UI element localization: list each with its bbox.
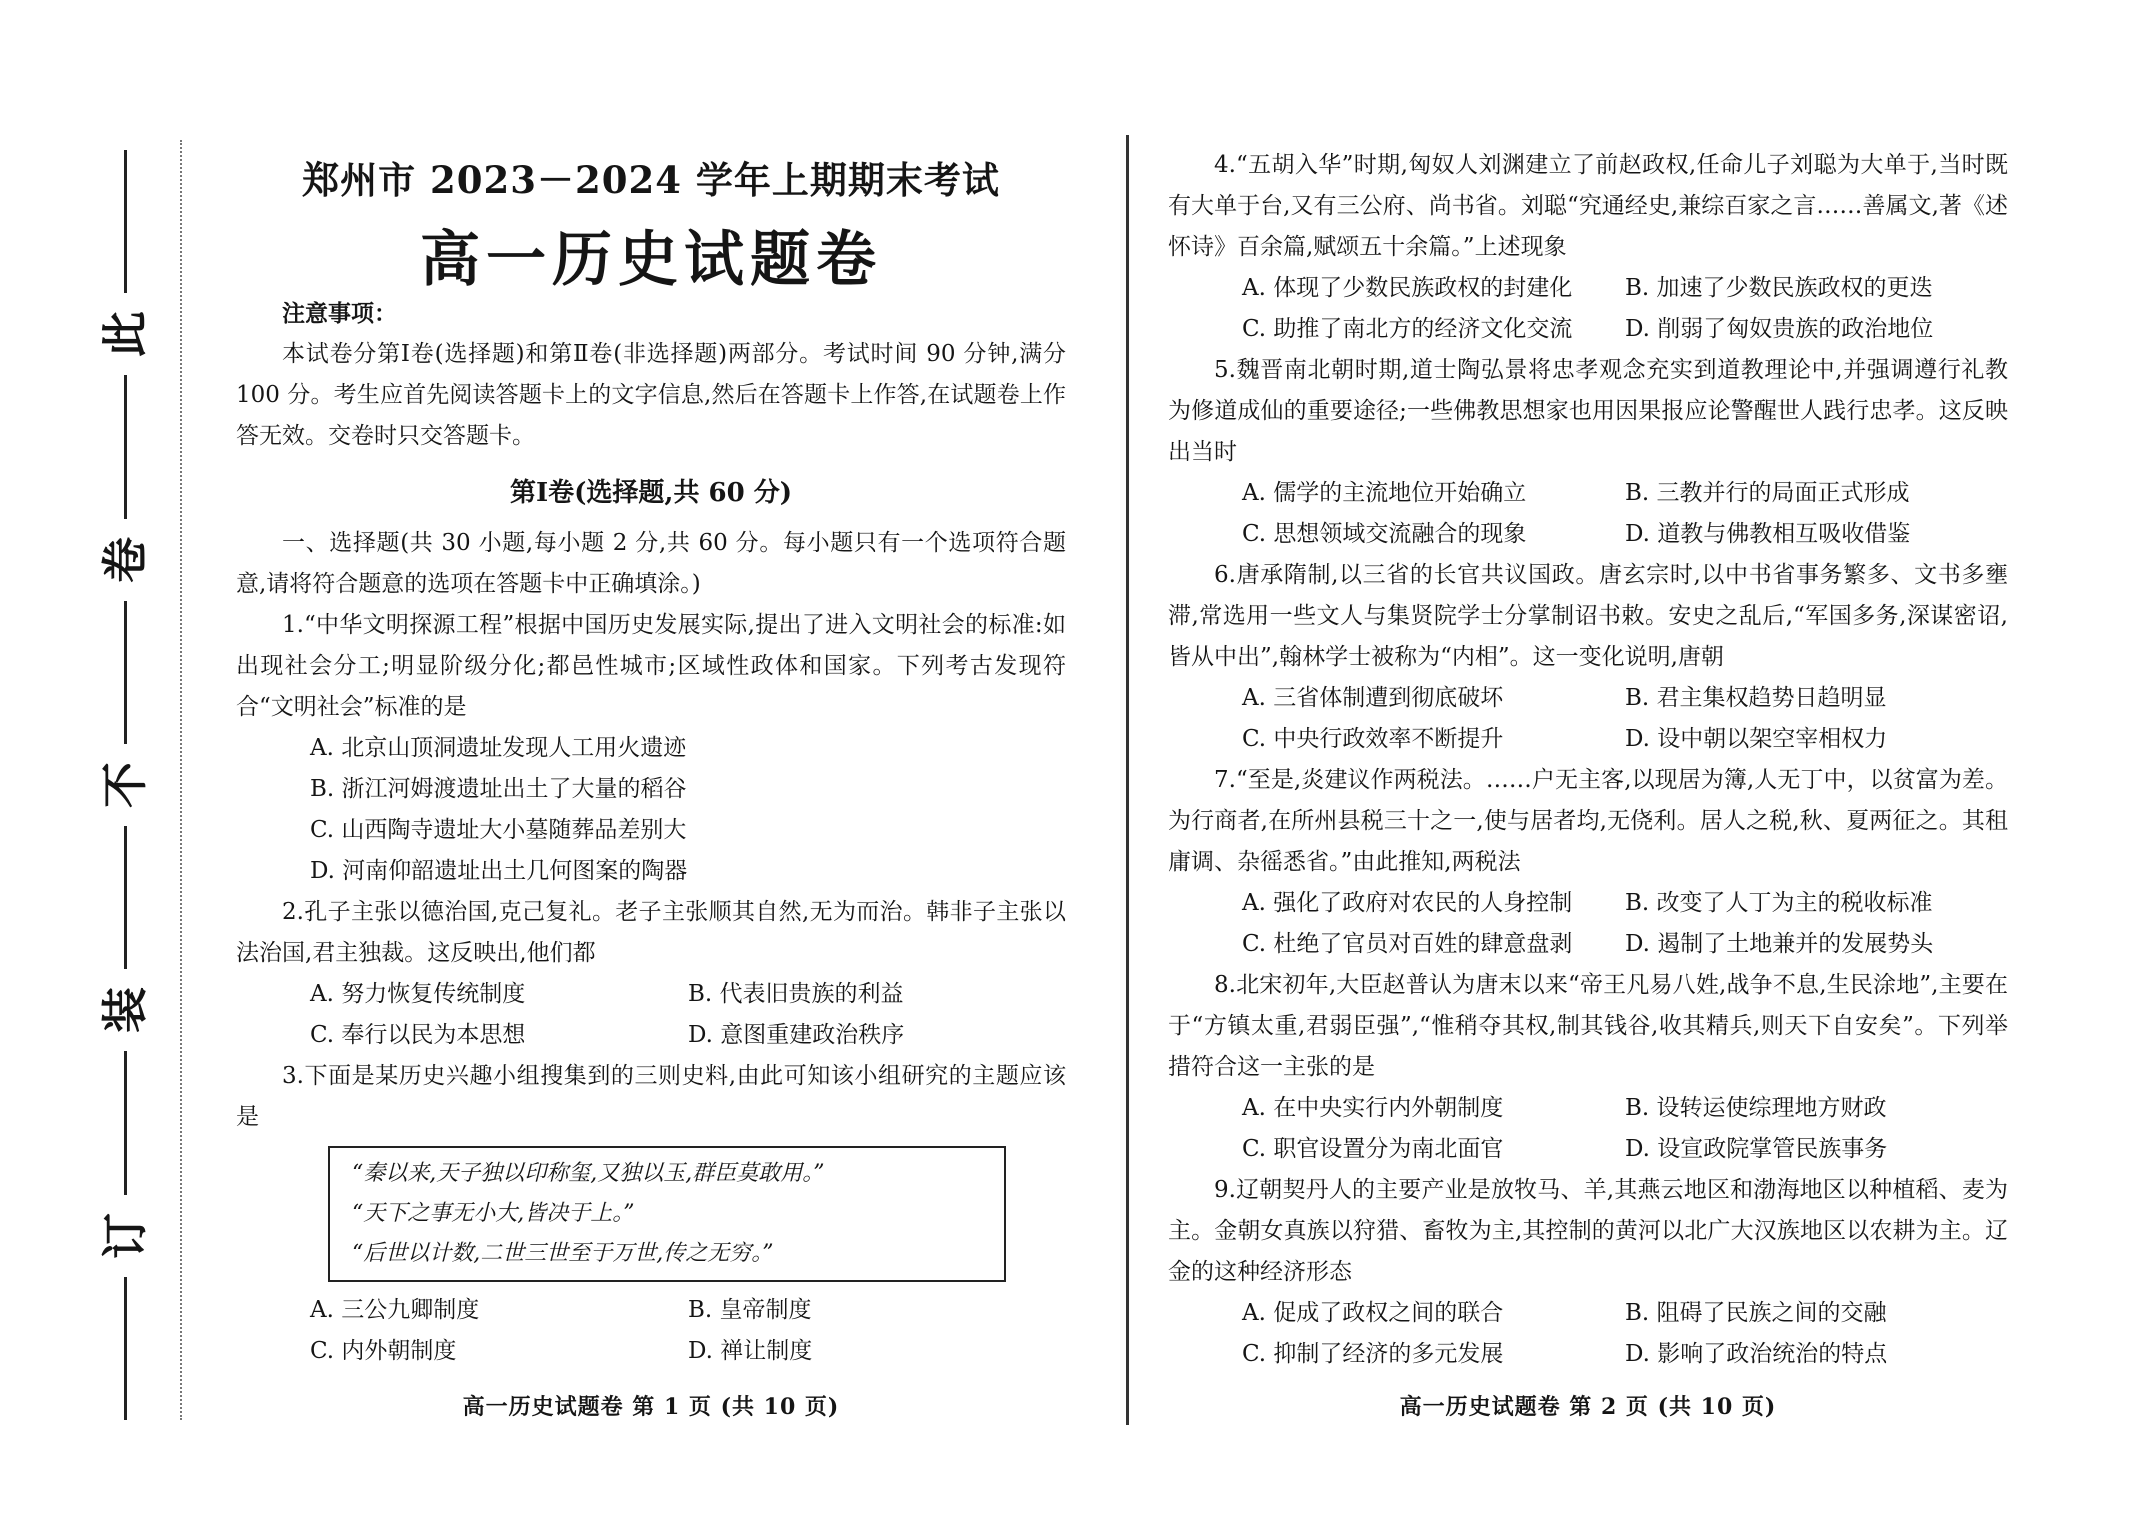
option-list [1168, 473, 2008, 555]
paper-title: 高一历史试题卷 [420, 225, 882, 295]
option-list [1168, 1293, 2008, 1375]
binding-char: 订 [98, 1212, 152, 1259]
option-b: B. 改变了人丁为主的税收标准 [1625, 890, 1933, 916]
binding-char: 此 [98, 311, 152, 358]
option-b: B. 浙江河姆渡遗址出土了大量的稻谷 [310, 776, 687, 802]
question-stem: 2.孔子主张以德治国,克己复礼。老子主张顺其自然,无为而治。韩非子主张以法治国,君主独裁。这反映出,他们都 [236, 899, 1066, 966]
binding-line [90, 150, 160, 1420]
question-stem: 9.辽朝契丹人的主要产业是放牧马、羊,其燕云地区和渤海地区以种植稻、麦为主。金朝女真族以狩猎、畜牧为主,其控制的黄河以北广大汉族地区以农耕为主。辽金的这种经济形态 [1168, 1177, 2008, 1285]
question-7 [1168, 760, 2008, 965]
option-c: C. 奉行以民为本思想 [310, 1022, 526, 1048]
option-b: B. 阻碍了民族之间的交融 [1625, 1300, 1887, 1326]
binding-segment [124, 1277, 127, 1420]
option-c: C. 助推了南北方的经济文化交流 [1242, 316, 1573, 342]
question-stem: 1.“中华文明探源工程”根据中国历史发展实际,提出了进入文明社会的标准:如出现社会分工;明显阶级分化;都邑性城市;区域性政体和国家。下列考古发现符合“文明社会”标准的是 [236, 612, 1066, 720]
dotted-cut-line [180, 140, 182, 1420]
binding-segment [124, 150, 127, 293]
page-1-content [236, 293, 1066, 1372]
question-5 [1168, 350, 2008, 555]
option-d: D. 河南仰韶遗址出土几何图案的陶器 [310, 858, 688, 884]
quote-line: “后世以计数,二世三世至于万世,传之无穷。” [352, 1241, 774, 1266]
question-3 [236, 1056, 1066, 1372]
question-4 [1168, 145, 2008, 350]
option-a: A. 三公九卿制度 [310, 1297, 480, 1323]
quote-line: “秦以来,天子独以印称玺,又独以玉,群臣莫敢用。” [352, 1161, 825, 1186]
option-a: A. 努力恢复传统制度 [310, 981, 526, 1007]
instruction-text: 一、选择题(共 30 小题,每小题 2 分,共 60 分。每小题只有一个选项符合题意,请将符合题意的选项在答题卡中正确填涂。) [236, 530, 1066, 597]
question-stem: 7.“至是,炎建议作两税法。……户无主客,以现居为簿,人无丁中，以贫富为差。为行商者,在所州县税三十之一,使与居者均,无侥利。居人之税,秋、夏两征之。其租庸调、杂徭悉省。”由此推知,两税法 [1168, 767, 2008, 875]
option-b: B. 三教并行的局面正式形成 [1625, 480, 1910, 506]
option-d: D. 道教与佛教相互吸收借鉴 [1625, 521, 1911, 547]
option-list [1168, 883, 2008, 965]
question-6 [1168, 555, 2008, 760]
option-a: A. 促成了政权之间的联合 [1242, 1300, 1504, 1326]
question-stem: 4.“五胡入华”时期,匈奴人刘渊建立了前赵政权,任命儿子刘聪为大单于,当时既有大单于台,又有三公府、尚书省。刘聪“究通经史,兼综百家之言……善属文,著《述怀诗》百余篇,赋颂五十余篇。”上述现象 [1168, 152, 2008, 260]
page-divider [1126, 135, 1129, 1425]
option-b: B. 皇帝制度 [688, 1297, 812, 1323]
option-list [1168, 268, 2008, 350]
option-a: A. 儒学的主流地位开始确立 [1242, 480, 1527, 506]
binding-segment [124, 826, 127, 969]
binding-segment [124, 1051, 127, 1194]
option-c: C. 思想领域交流融合的现象 [1242, 521, 1527, 547]
question-stem: 6.唐承隋制,以三省的长官共议国政。唐玄宗时,以中书省事务繁多、文书多壅滞,常选用一些文人与集贤院学士分掌制诏书敕。安史之乱后,“军国多务,深谋密诏,皆从中出”,翰林学士被称为“内相”。这一变化说明,唐朝 [1168, 562, 2008, 670]
page-2-content [1168, 145, 2008, 1375]
option-c: C. 山西陶寺遗址大小墓随葬品差别大 [310, 817, 687, 843]
question-stem: 5.魏晋南北朝时期,道士陶弘景将忠孝观念充实到道教理论中,并强调遵行礼教为修道成仙的重要途径;一些佛教思想家也用因果报应论警醒世人践行忠孝。这反映出当时 [1168, 357, 2008, 465]
option-a: A. 体现了少数民族政权的封建化 [1242, 275, 1573, 301]
option-b: B. 君主集权趋势日趋明显 [1625, 685, 1887, 711]
section-title: 第Ⅰ卷(选择题,共 60 分) [509, 478, 793, 508]
option-list [1168, 678, 2008, 760]
option-d: D. 削弱了匈奴贵族的政治地位 [1625, 316, 1934, 342]
option-d: D. 意图重建政治秩序 [688, 1022, 905, 1048]
question-2 [236, 892, 1066, 1056]
option-d: D. 禅让制度 [688, 1338, 813, 1364]
option-list [236, 1290, 1066, 1372]
question-8 [1168, 965, 2008, 1170]
notice-heading: 注意事项： [282, 300, 397, 327]
notice-text: 本试卷分第Ⅰ卷(选择题)和第Ⅱ卷(非选择题)两部分。考试时间 90 分钟,满分 100 分。考生应首先阅读答题卡上的文字信息,然后在答题卡上作答,在试题卷上作答无效。交卷时只交答题卡。 [236, 341, 1066, 449]
question-stem: 3.下面是某历史兴趣小组搜集到的三则史料,由此可知该小组研究的主题应该是 [236, 1063, 1066, 1130]
binding-char: 不 [98, 761, 152, 808]
option-a: A. 北京山顶洞遗址发现人工用火遗迹 [310, 735, 687, 761]
option-b: B. 加速了少数民族政权的更迭 [1625, 275, 1933, 301]
option-c: C. 杜绝了官员对百姓的肆意盘剥 [1242, 931, 1573, 957]
binding-char: 卷 [98, 536, 152, 583]
option-a: A. 三省体制遭到彻底破坏 [1242, 685, 1504, 711]
option-a: A. 强化了政府对农民的人身控制 [1242, 890, 1573, 916]
option-list [236, 974, 1066, 1056]
option-d: D. 设宣政院掌管民族事务 [1625, 1136, 1888, 1162]
question-9 [1168, 1170, 2008, 1375]
question-stem: 8.北宋初年,大臣赵普认为唐末以来“帝王凡易八姓,战争不息,生民涂地”,主要在于“方镇太重,君弱臣强”,“惟稍夺其权,制其钱谷,收其精兵,则天下自安矣”。下列举措符合这一主张的是 [1168, 972, 2008, 1080]
option-list [1168, 1088, 2008, 1170]
exam-title: 郑州市 2023－2024 学年上期期末考试 [302, 158, 1000, 202]
option-d: D. 遏制了土地兼并的发展势头 [1625, 931, 1934, 957]
quote-line: “天下之事无小大,皆决于上。” [352, 1201, 635, 1226]
source-quote-box [328, 1146, 1006, 1282]
option-b: B. 设转运使综理地方财政 [1625, 1095, 1887, 1121]
question-1 [236, 605, 1066, 892]
binding-segment [124, 601, 127, 744]
page-footer: 高一历史试题卷 第 1 页 (共 10 页) [462, 1394, 840, 1420]
binding-char: 装 [98, 987, 152, 1034]
option-a: A. 在中央实行内外朝制度 [1242, 1095, 1504, 1121]
option-list [236, 728, 1066, 892]
option-c: C. 内外朝制度 [310, 1338, 457, 1364]
page-footer: 高一历史试题卷 第 2 页 (共 10 页) [1399, 1394, 1777, 1420]
option-b: B. 代表旧贵族的利益 [688, 981, 904, 1007]
option-c: C. 抑制了经济的多元发展 [1242, 1341, 1504, 1367]
binding-segment [124, 375, 127, 518]
option-c: C. 职官设置分为南北面官 [1242, 1136, 1504, 1162]
option-d: D. 设中朝以架空宰相权力 [1625, 726, 1888, 752]
option-c: C. 中央行政效率不断提升 [1242, 726, 1504, 752]
option-d: D. 影响了政治统治的特点 [1625, 1341, 1888, 1367]
